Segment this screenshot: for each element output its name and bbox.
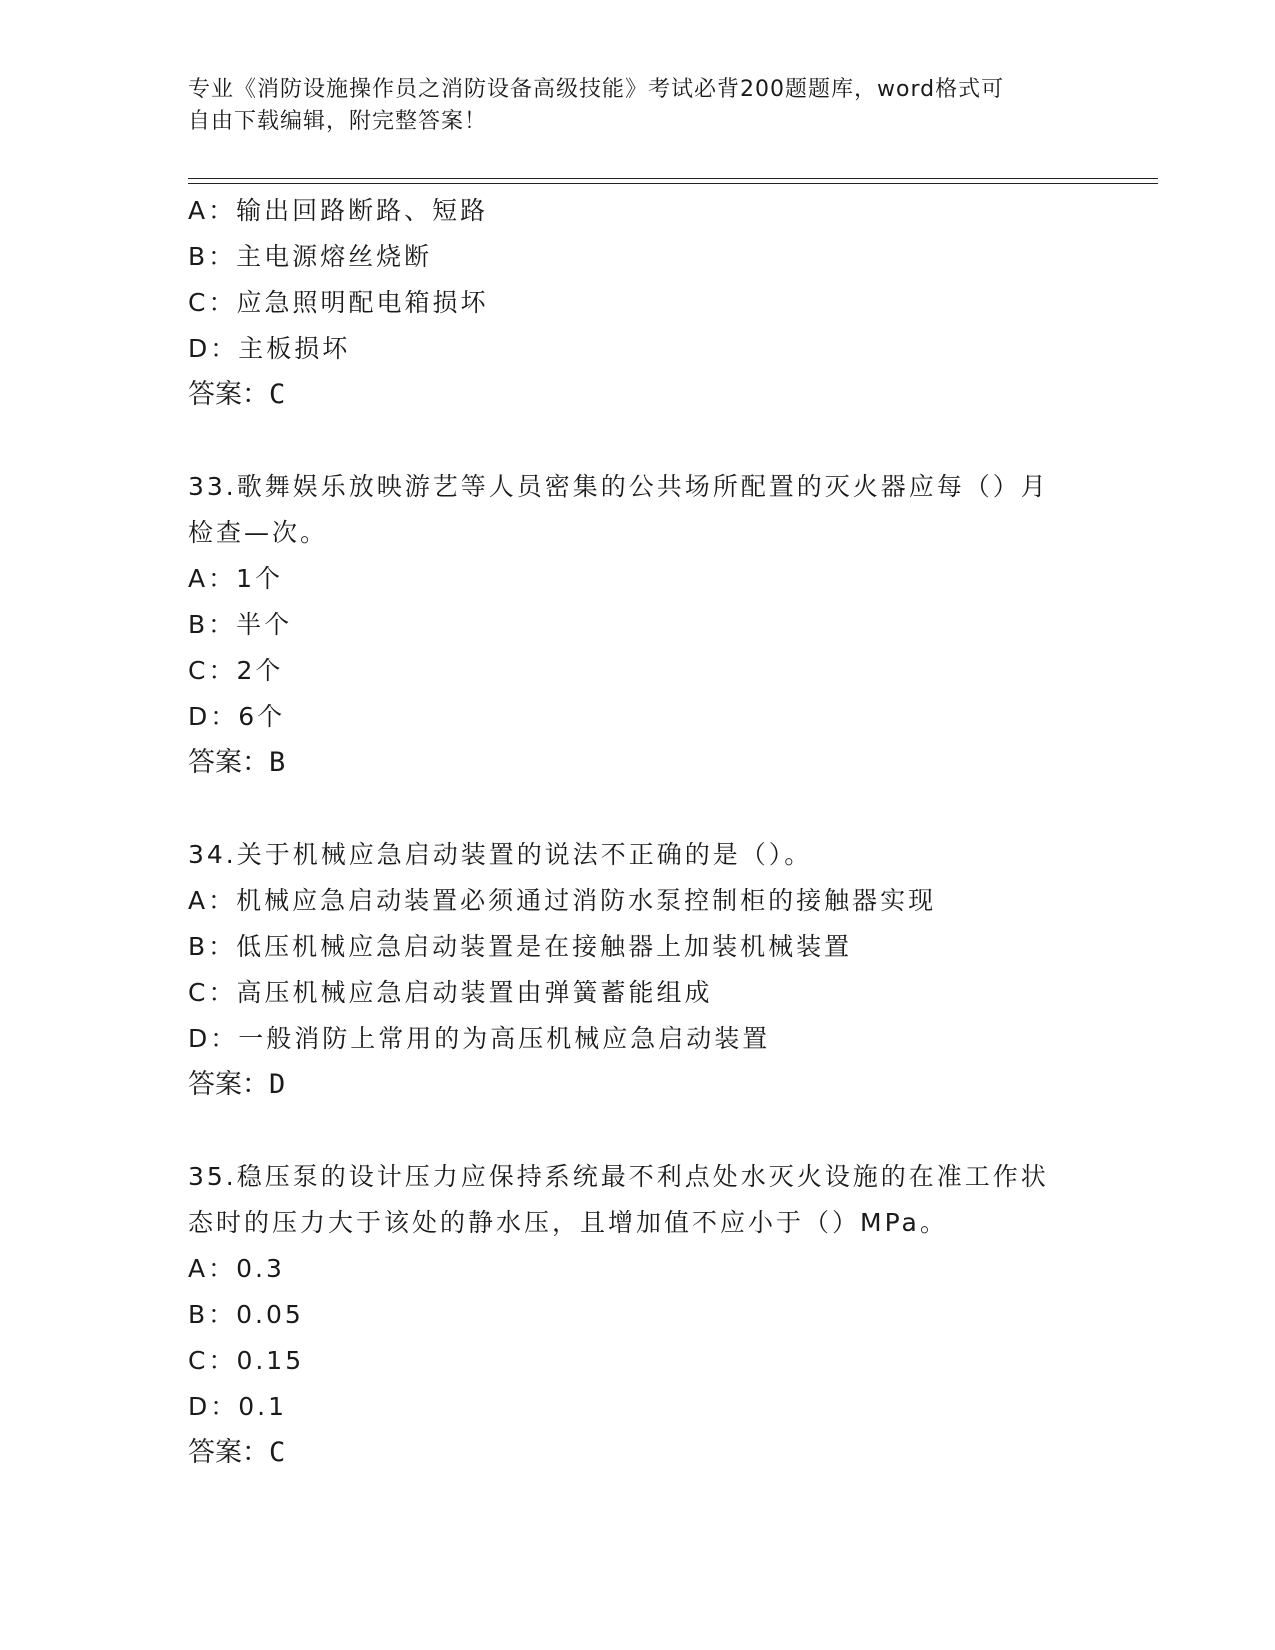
option-c: C：高压机械应急启动装置由弹簧蓄能组成 <box>188 978 713 1007</box>
option-d: D：主板损坏 <box>188 334 351 363</box>
question-35 <box>188 1154 1088 1476</box>
answer-line <box>188 1430 1088 1476</box>
answer-label: 答案： <box>188 1069 269 1100</box>
question-stem-line-1: 35.稳压泵的设计压力应保持系统最不利点处水灭火设施的在准工作状 <box>188 1162 1049 1191</box>
question-32 <box>188 188 1088 418</box>
document-header <box>188 74 1068 138</box>
question-33 <box>188 464 1088 786</box>
question-list <box>188 188 1088 1476</box>
option-b: B：主电源熔丝烧断 <box>188 242 433 271</box>
option-a: A：机械应急启动装置必须通过消防水泵控制柜的接触器实现 <box>188 886 937 915</box>
question-34 <box>188 832 1088 1108</box>
question-stem-line-2: 检查—次。 <box>188 518 329 547</box>
option-d: D：一般消防上常用的为高压机械应急启动装置 <box>188 1024 771 1053</box>
option-c: C：应急照明配电箱损坏 <box>188 288 489 317</box>
option-a: A：0.3 <box>188 1254 285 1283</box>
option-c: C：0.15 <box>188 1346 305 1375</box>
option-c: C：2个 <box>188 656 284 685</box>
question-stem-line-2: 态时的压力大于该处的静水压，且增加值不应小于（）MPa。 <box>188 1208 948 1237</box>
option-b: B：半个 <box>188 610 293 639</box>
answer-label: 答案： <box>188 379 269 410</box>
answer-value: C <box>269 379 286 410</box>
question-stem-line-1: 34.关于机械应急启动装置的说法不正确的是（）。 <box>188 840 813 869</box>
answer-line <box>188 1062 1088 1108</box>
question-stem-line-1: 33.歌舞娱乐放映游艺等人员密集的公共场所配置的灭火器应每（）月 <box>188 472 1049 501</box>
answer-line <box>188 372 1088 418</box>
answer-value: B <box>269 747 286 778</box>
answer-value: D <box>269 1069 286 1100</box>
answer-value: C <box>269 1437 286 1468</box>
option-d: D：0.1 <box>188 1392 288 1421</box>
option-a: A：输出回路断路、短路 <box>188 196 489 225</box>
header-line-1: 专业《消防设施操作员之消防设备高级技能》考试必背200题题库，word格式可 <box>188 77 1005 102</box>
answer-label: 答案： <box>188 1437 269 1468</box>
option-b: B：低压机械应急启动装置是在接触器上加装机械装置 <box>188 932 853 961</box>
option-a: A：1个 <box>188 564 284 593</box>
option-b: B：0.05 <box>188 1300 304 1329</box>
header-divider-bottom <box>188 183 1158 184</box>
header-divider-top <box>188 178 1158 179</box>
answer-label: 答案： <box>188 747 269 778</box>
header-line-2: 自由下载编辑，附完整答案！ <box>188 109 488 134</box>
option-d: D：6个 <box>188 702 286 731</box>
answer-line <box>188 740 1088 786</box>
